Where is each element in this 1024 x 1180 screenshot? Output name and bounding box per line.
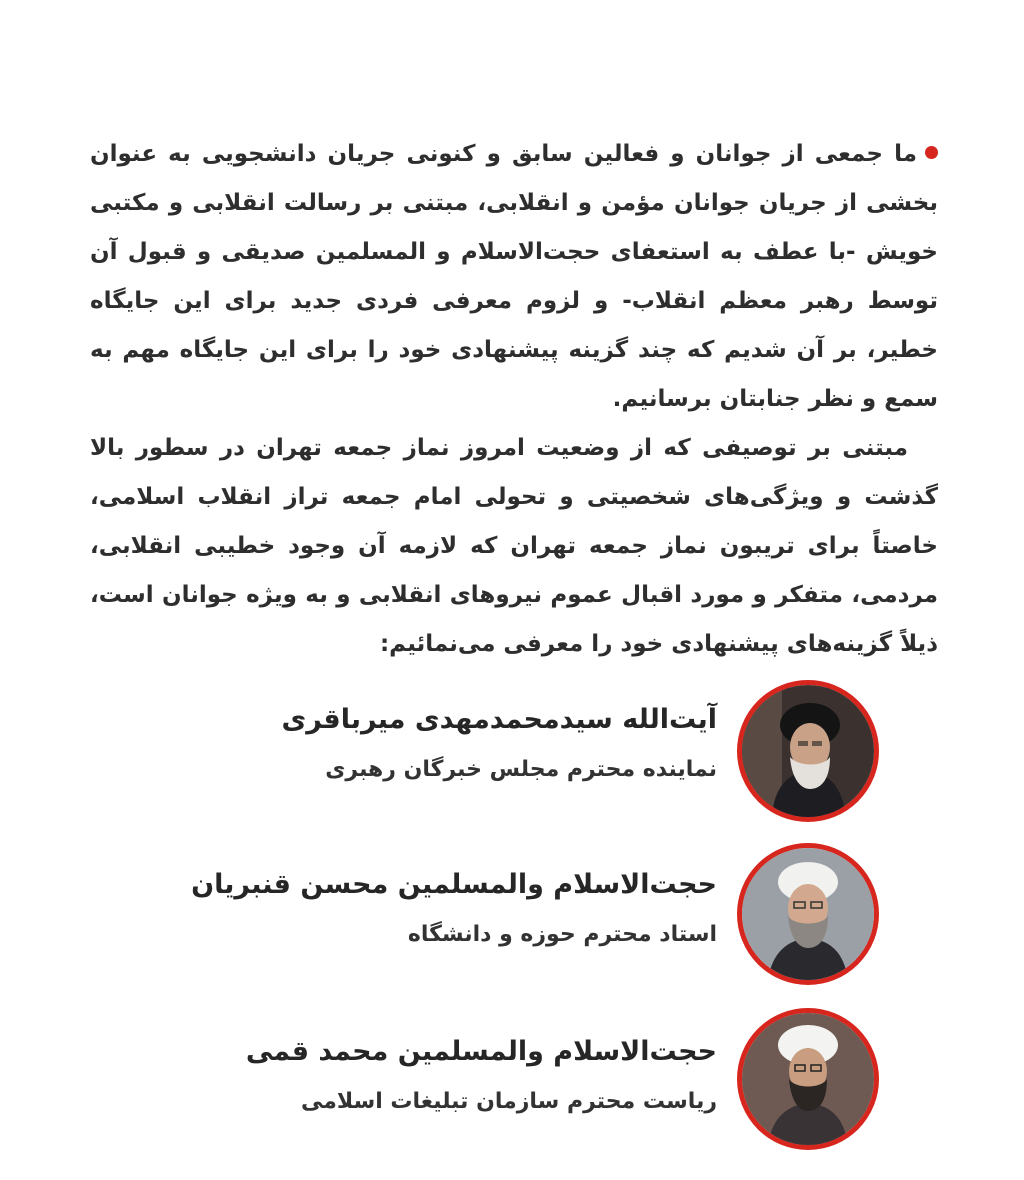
candidate-card	[0, 680, 1024, 830]
portrait-photo-icon	[742, 685, 874, 817]
candidate-title: استاد محترم حوزه و دانشگاه	[407, 922, 717, 947]
candidate-info	[217, 1032, 717, 1120]
red-bullet-icon	[925, 146, 938, 159]
candidate-name: حجت‌الاسلام والمسلمین محمد قمی	[245, 1036, 717, 1067]
candidate-card	[0, 843, 1024, 993]
candidate-info	[217, 700, 717, 788]
intro-article	[90, 130, 938, 669]
candidate-name: حجت‌الاسلام والمسلمین محسن قنبریان	[191, 869, 717, 900]
candidate-title: نماینده محترم مجلس خبرگان رهبری	[325, 757, 717, 782]
intro-paragraph-1	[90, 130, 938, 424]
candidate-photo	[737, 1008, 879, 1150]
candidate-info	[191, 865, 717, 953]
portrait-photo-icon	[742, 1013, 874, 1145]
candidate-photo	[737, 680, 879, 822]
intro-paragraph-1-text: ما جمعی از جوانان و فعالین سابق و کنونی جریان دانشجویی به عنوان بخشی از جریان جوانان مؤمن و انقلابی، مبتنی بر رسالت انقلابی و مکتبی خویش -با عطف به استعفای حجت‌الاسلام و المسلمین صدیقی و قبول آن توسط رهبر معظم انقلاب- و لزوم معرفی فردی جدید برای این جایگاه خطیر، بر آن شدیم که چند گزینه پیشنهادی خود را برای این جایگاه مهم به سمع و نظر جنابتان برسانیم.	[90, 141, 938, 412]
candidate-title: ریاست محترم سازمان تبلیغات اسلامی	[301, 1089, 717, 1114]
candidate-card	[0, 1008, 1024, 1158]
candidate-photo	[737, 843, 879, 985]
portrait-photo-icon	[742, 848, 874, 980]
candidate-name: آیت‌الله سیدمحمدمهدی میرباقری	[281, 704, 717, 735]
intro-paragraph-2: مبتنی بر توصیفی که از وضعیت امروز نماز جمعه تهران در سطور بالا گذشت و ویژگی‌های شخصیتی و تحولی امام جمعه تراز انقلاب اسلامی، خاصتاً برای تریبون نماز جمعه تهران که لازمه آن وجود خطیبی انقلابی، مردمی، متفکر و مورد اقبال عموم نیروهای انقلابی و به ویژه جوانان است، ذیلاً گزینه‌های پیشنهادی خود را معرفی می‌نمائیم:	[90, 435, 938, 657]
